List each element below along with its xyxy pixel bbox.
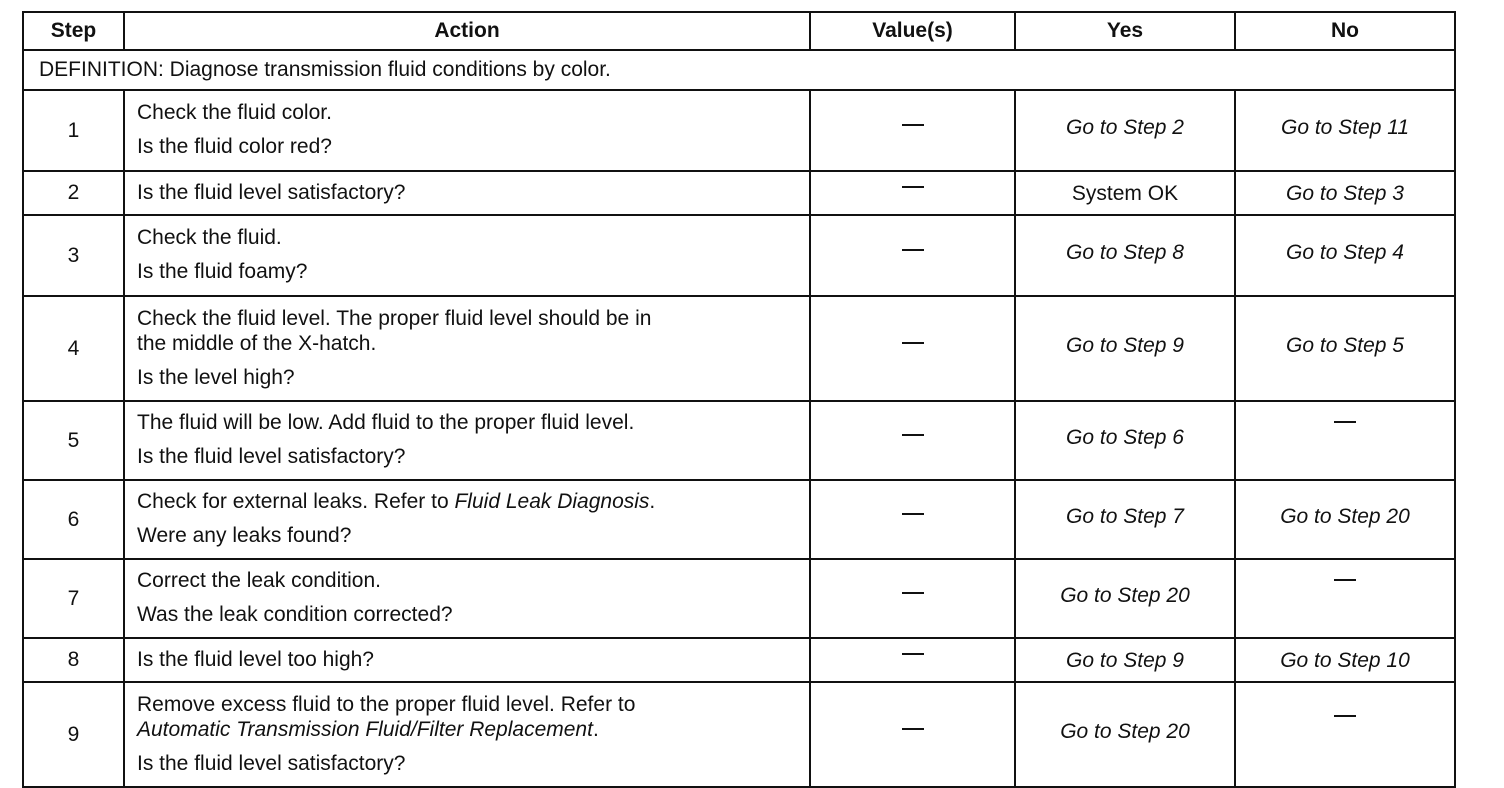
no-cell: [1235, 215, 1455, 296]
value-cell: [810, 682, 1015, 787]
header-row: [23, 12, 1455, 50]
action-text: Correct the leak condition.: [137, 569, 381, 592]
value-cell: [810, 480, 1015, 559]
header-yes: Yes: [1015, 12, 1235, 50]
action-cell: [124, 90, 810, 171]
table-row: [23, 682, 1455, 787]
yes-goto: Go to Step 8: [1066, 241, 1184, 264]
no-cell: [1235, 682, 1455, 787]
table-row: [23, 559, 1455, 638]
action-reference: Fluid Leak Diagnosis: [454, 490, 650, 513]
step-number: 3: [23, 215, 124, 296]
yes-cell: [1015, 171, 1235, 215]
value-dash: [902, 186, 924, 188]
step-number: 6: [23, 480, 124, 559]
step-number: 1: [23, 90, 124, 171]
yes-goto: Go to Step 7: [1066, 505, 1184, 528]
no-goto: Go to Step 3: [1286, 181, 1404, 205]
action-text: Check the fluid color.: [137, 101, 332, 124]
action-text: the middle of the X-hatch.: [137, 331, 377, 355]
step-number: 5: [23, 401, 124, 480]
yes-goto: Go to Step 9: [1066, 334, 1184, 357]
action-text: The fluid will be low. Add fluid to the proper fluid level.: [137, 411, 635, 434]
action-question: Is the fluid color red?: [137, 135, 332, 158]
no-cell: [1235, 401, 1455, 480]
action-text: [137, 717, 799, 742]
header-values: Value(s): [810, 12, 1015, 50]
yes-cell: [1015, 401, 1235, 480]
no-goto: Go to Step 5: [1286, 334, 1404, 357]
value-dash: [902, 653, 924, 655]
table-row: [23, 638, 1455, 682]
action-question: Were any leaks found?: [137, 524, 352, 547]
action-reference: Automatic Transmission Fluid/Filter Replacement: [137, 717, 593, 741]
table-row: [23, 215, 1455, 296]
yes-goto: Go to Step 9: [1066, 648, 1184, 672]
yes-goto: Go to Step 20: [1060, 720, 1190, 743]
no-cell: [1235, 171, 1455, 215]
action-question: Is the fluid foamy?: [137, 260, 308, 283]
no-cell: [1235, 638, 1455, 682]
table-row: [23, 171, 1455, 215]
value-dash: [902, 342, 924, 344]
action-question: Is the fluid level too high?: [137, 647, 374, 671]
action-text-suffix: .: [649, 490, 656, 513]
value-dash: [902, 249, 924, 251]
yes-cell: [1015, 682, 1235, 787]
definition-row: [23, 50, 1455, 90]
no-dash: [1334, 579, 1356, 581]
action-text: Check the fluid level. The proper fluid level should be in: [137, 306, 652, 330]
action-text: Check the fluid.: [137, 226, 282, 249]
action-cell: [124, 638, 810, 682]
yes-result: System OK: [1071, 181, 1179, 205]
action-cell: [124, 296, 810, 401]
header-no: No: [1235, 12, 1455, 50]
action-text-prefix: Remove excess fluid to the proper fluid level. Refer to: [137, 692, 636, 716]
yes-cell: [1015, 296, 1235, 401]
value-cell: [810, 559, 1015, 638]
action-question: Is the fluid level satisfactory?: [137, 180, 406, 204]
yes-goto: Go to Step 6: [1066, 426, 1184, 449]
action-question: Was the leak condition corrected?: [137, 603, 453, 626]
no-cell: [1235, 559, 1455, 638]
action-text-prefix: Check for external leaks. Refer to: [137, 490, 455, 513]
action-cell: [124, 559, 810, 638]
yes-cell: [1015, 90, 1235, 171]
no-dash: [1334, 421, 1356, 423]
value-dash: [902, 728, 924, 730]
no-goto: Go to Step 11: [1280, 116, 1410, 139]
action-text-suffix: .: [592, 717, 599, 741]
value-cell: [810, 638, 1015, 682]
definition-text: DEFINITION: Diagnose transmission fluid conditions by color.: [23, 50, 1455, 90]
value-cell: [810, 296, 1015, 401]
value-cell: [810, 90, 1015, 171]
yes-goto: Go to Step 2: [1066, 116, 1184, 139]
value-dash: [902, 434, 924, 436]
step-number: 9: [23, 682, 124, 787]
no-goto: Go to Step 10: [1280, 648, 1410, 672]
value-cell: [810, 215, 1015, 296]
yes-cell: [1015, 215, 1235, 296]
value-dash: [902, 124, 924, 126]
action-text: [137, 489, 799, 514]
action-question: Is the fluid level satisfactory?: [137, 445, 406, 468]
action-cell: [124, 682, 810, 787]
step-number: 8: [23, 638, 124, 682]
header-step: Step: [23, 12, 124, 50]
diagnostic-table: [22, 11, 1456, 788]
value-dash: [902, 513, 924, 515]
no-goto: Go to Step 20: [1280, 505, 1410, 528]
step-number: 7: [23, 559, 124, 638]
no-dash: [1334, 715, 1356, 717]
yes-cell: [1015, 638, 1235, 682]
no-cell: [1235, 296, 1455, 401]
action-question: Is the fluid level satisfactory?: [137, 751, 406, 775]
action-cell: [124, 401, 810, 480]
table-row: [23, 480, 1455, 559]
action-question: Is the level high?: [137, 365, 295, 389]
no-goto: Go to Step 4: [1286, 241, 1404, 264]
no-cell: [1235, 90, 1455, 171]
yes-cell: [1015, 480, 1235, 559]
step-number: 4: [23, 296, 124, 401]
no-cell: [1235, 480, 1455, 559]
table-row: [23, 296, 1455, 401]
table-row: [23, 90, 1455, 171]
step-number: 2: [23, 171, 124, 215]
header-action: Action: [124, 12, 810, 50]
table-row: [23, 401, 1455, 480]
yes-cell: [1015, 559, 1235, 638]
action-cell: [124, 171, 810, 215]
action-cell: [124, 480, 810, 559]
action-cell: [124, 215, 810, 296]
yes-goto: Go to Step 20: [1060, 584, 1190, 607]
value-cell: [810, 171, 1015, 215]
value-dash: [902, 592, 924, 594]
value-cell: [810, 401, 1015, 480]
